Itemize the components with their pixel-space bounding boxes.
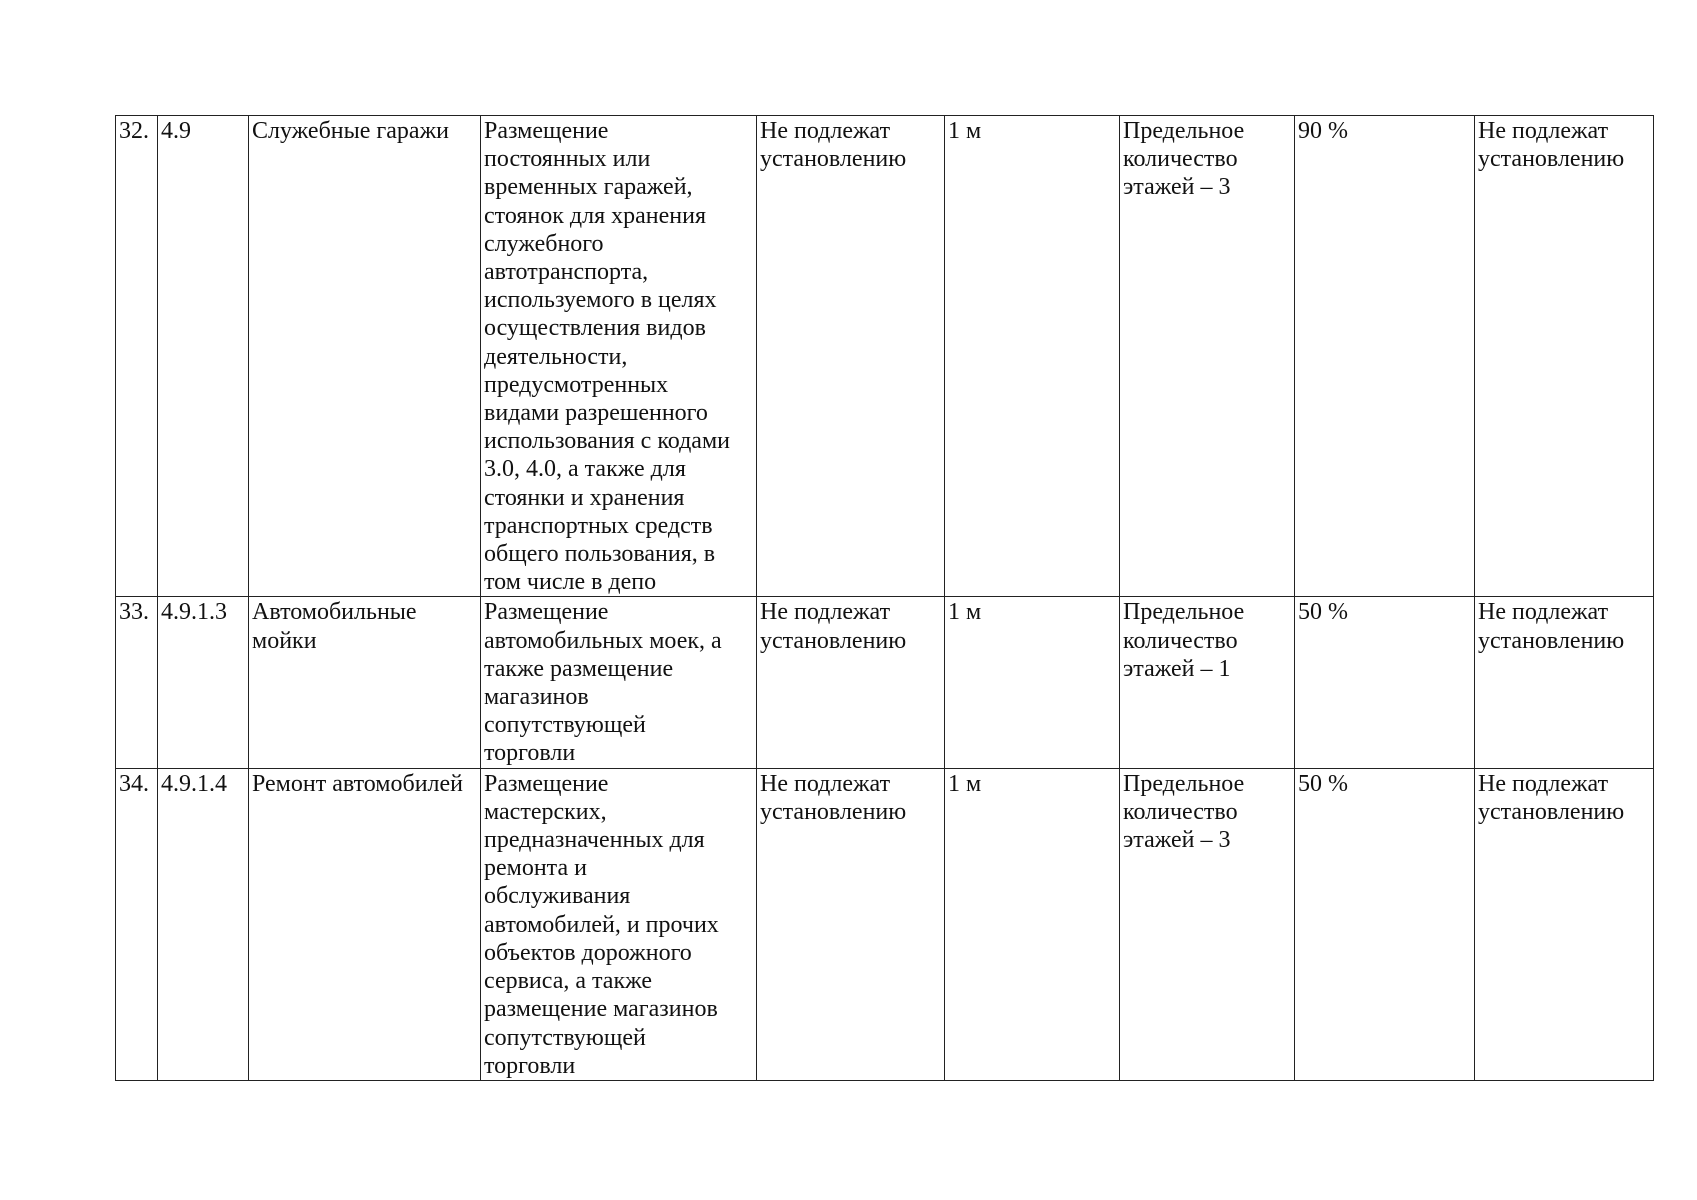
table-row — [116, 768, 1654, 1080]
use-code-cell: 4.9.1.4 — [158, 768, 249, 1080]
description-line: автомобилей, и прочих — [484, 911, 719, 938]
description-line: осуществления видов — [484, 315, 706, 342]
description-line: транспортных средств — [484, 512, 713, 539]
description-line: деятельности, — [484, 343, 628, 370]
description-line: сопутствующей — [484, 712, 646, 739]
plot-size-cell: Не подлежат установлению — [757, 768, 945, 1080]
use-name-cell: Автомобильные мойки — [249, 597, 481, 768]
floors-limit-cell: Предельное количество этажей – 1 — [1120, 597, 1295, 768]
coverage-percent-cell: 50 % — [1295, 768, 1475, 1080]
description-line: размещение магазинов — [484, 996, 718, 1023]
description-line: постоянных или — [484, 146, 651, 173]
description-line: магазинов — [484, 684, 589, 711]
description-line: сервиса, а также — [484, 968, 653, 995]
floors-limit-cell: Предельное количество этажей – 3 — [1120, 116, 1295, 597]
description-line: торговли — [484, 740, 576, 767]
other-params-cell: Не подлежат установлению — [1475, 116, 1654, 597]
description-line: автомобильных моек, а — [484, 627, 722, 654]
table-body — [116, 116, 1654, 1081]
setback-cell: 1 м — [945, 768, 1120, 1080]
description-line: ремонта и — [484, 855, 587, 882]
description-line: временных гаражей, — [484, 174, 693, 201]
description-line: 3.0, 4.0, а также для — [484, 456, 686, 483]
use-description-cell — [481, 768, 757, 1080]
setback-cell: 1 м — [945, 597, 1120, 768]
description-line: Размещение — [484, 118, 609, 144]
description-line: стоянок для хранения — [484, 202, 707, 229]
use-name-cell: Служебные гаражи — [249, 116, 481, 597]
description-line: стоянки и хранения — [484, 484, 685, 511]
table-row — [116, 597, 1654, 768]
coverage-percent-cell: 90 % — [1295, 116, 1475, 597]
description-line: Размещение — [484, 770, 609, 797]
description-line: объектов дорожного — [484, 939, 692, 966]
description-line: служебного — [484, 230, 604, 257]
description-line: также размещение — [484, 655, 674, 682]
description-line: видами разрешенного — [484, 400, 708, 427]
description-line: обслуживания — [484, 883, 631, 910]
use-description-cell — [481, 597, 757, 768]
coverage-percent-cell: 50 % — [1295, 597, 1475, 768]
description-line: мастерских, — [484, 798, 607, 825]
row-number-cell: 33. — [116, 597, 158, 768]
description-line: общего пользования, в — [484, 541, 716, 568]
description-line: торговли — [484, 1052, 576, 1079]
description-line: Размещение — [484, 599, 609, 626]
use-code-cell: 4.9.1.3 — [158, 597, 249, 768]
use-description-cell — [481, 116, 757, 597]
use-code-cell: 4.9 — [158, 116, 249, 597]
plot-size-cell: Не подлежат установлению — [757, 597, 945, 768]
row-number-cell: 34. — [116, 768, 158, 1080]
plot-size-cell: Не подлежат установлению — [757, 116, 945, 597]
description-line: предусмотренных — [484, 371, 669, 398]
setback-cell: 1 м — [945, 116, 1120, 597]
other-params-cell: Не подлежат установлению — [1475, 768, 1654, 1080]
use-name-cell: Ремонт автомобилей — [249, 768, 481, 1080]
description-line: сопутствующей — [484, 1024, 646, 1051]
floors-limit-cell: Предельное количество этажей – 3 — [1120, 768, 1295, 1080]
land-use-table — [115, 115, 1654, 1081]
row-number-cell: 32. — [116, 116, 158, 597]
description-line: автотранспорта, — [484, 259, 649, 286]
table-row — [116, 116, 1654, 597]
description-line: том числе в депо — [484, 569, 657, 596]
description-line: предназначенных для — [484, 827, 705, 854]
description-line: использования с кодами — [484, 428, 730, 455]
description-line: используемого в целях — [484, 287, 717, 314]
other-params-cell: Не подлежат установлению — [1475, 597, 1654, 768]
